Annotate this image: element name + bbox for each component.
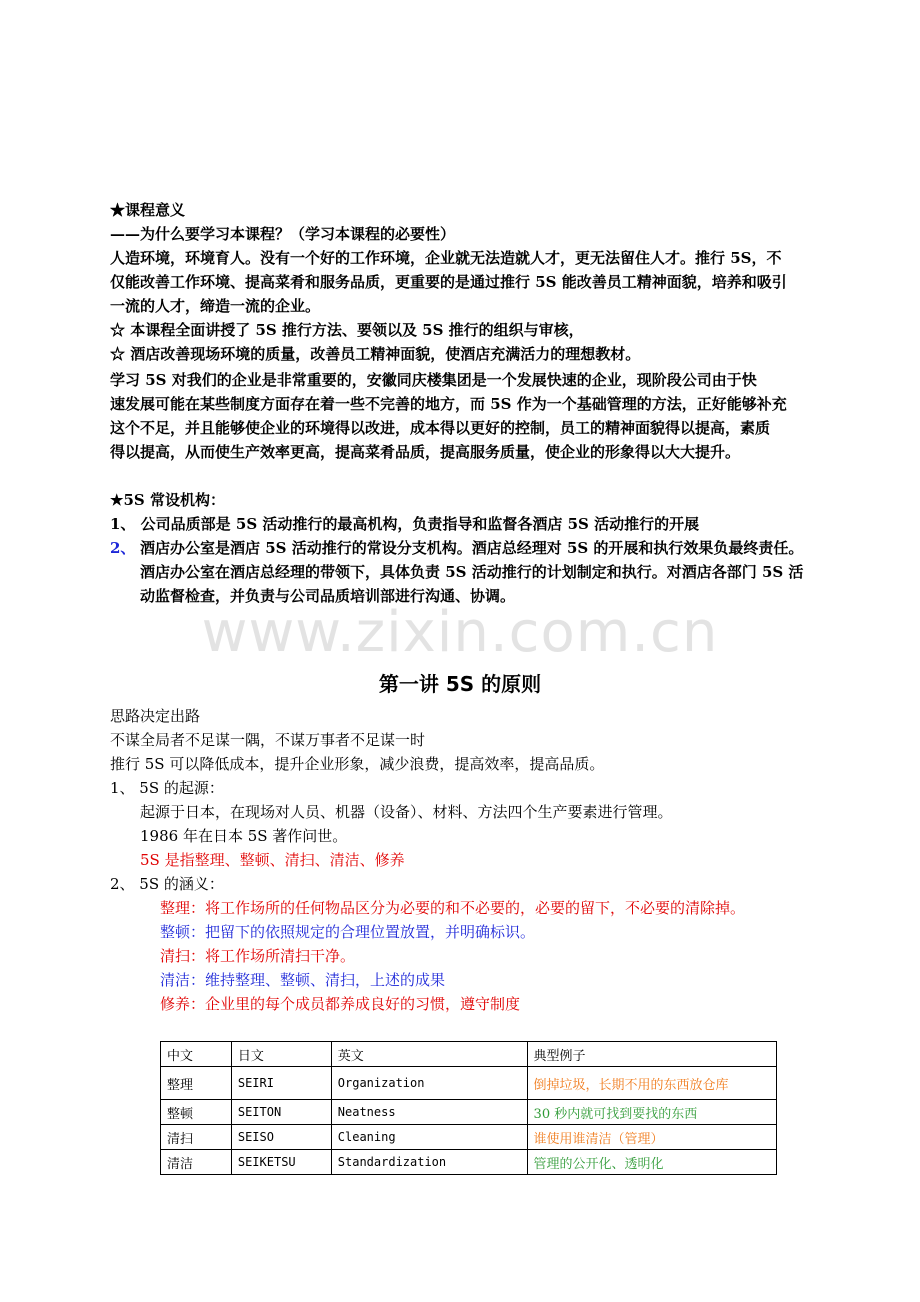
table-cell-en: Organization <box>331 1067 527 1100</box>
table-cell-en: Neatness <box>331 1100 527 1125</box>
meaning-seiri: 整理：将工作场所的任何物品区分为必要的和不必要的，必要的留下，不必要的清除掉。 <box>160 899 746 917</box>
table-cell-cn: 清洁 <box>161 1150 232 1175</box>
lecture-line: 推行 5S 可以降低成本，提升企业形象，减少浪费，提高效率，提高品质。 <box>110 755 605 773</box>
5s-table <box>160 1041 777 1175</box>
org-item-2-line: 酒店办公室在酒店总经理的带领下，具体负责 5S 活动推行的计划制定和执行。对酒店各部门 5S 活 <box>140 563 804 581</box>
lecture-line: 不谋全局者不足谋一隅，不谋万事者不足谋一时 <box>110 731 426 749</box>
table-cell-cn: 整顿 <box>161 1100 232 1125</box>
org-item-2-number: 2、 <box>110 539 136 557</box>
origin-definition: 5S 是指整理、整顿、清扫、清洁、修养 <box>140 851 405 869</box>
intro-paragraph-line: 人造环境，环境育人。没有一个好的工作环境，企业就无法造就人才，更无法留住人才。推行 5S，不 <box>110 249 782 267</box>
org-item-2-line: 动监督检查，并负责与公司品质培训部进行沟通、协调。 <box>140 587 516 605</box>
table-cell-example: 30 秒内就可找到要找的东西 <box>527 1100 776 1125</box>
org-item-1: 1、 公司品质部是 5S 活动推行的最高机构，负责指导和监督各酒店 5S 活动推行的开展 <box>110 515 700 533</box>
meaning-shitsuke: 修养：企业里的每个成员都养成良好的习惯，遵守制度 <box>160 995 521 1013</box>
learning-paragraph-line: 学习 5S 对我们的企业是非常重要的，安徽同庆楼集团是一个发展快速的企业，现阶段公司由于快 <box>110 371 757 389</box>
table-header-cell: 英文 <box>331 1042 527 1067</box>
table-row <box>161 1150 777 1175</box>
table-header-cell: 典型例子 <box>527 1042 776 1067</box>
meaning-seiso: 清扫：将工作场所清扫干净。 <box>160 947 356 965</box>
origin-heading: 1、 5S 的起源： <box>110 779 224 797</box>
table-header-row <box>161 1042 777 1067</box>
table-cell-jp: SEISO <box>231 1125 331 1150</box>
table-header-cell: 日文 <box>231 1042 331 1067</box>
table-cell-example: 管理的公开化、透明化 <box>527 1150 776 1175</box>
course-significance-heading: ★课程意义 <box>110 201 186 219</box>
table-cell-cn: 清扫 <box>161 1125 232 1150</box>
table-cell-example: 谁使用谁清洁（管理） <box>527 1125 776 1150</box>
intro-paragraph-line: 仅能改善工作环境、提高菜肴和服务品质，更重要的是通过推行 5S 能改善员工精神面貌，培养和吸引 <box>110 273 787 291</box>
meaning-seiton: 整顿：把留下的依照规定的合理位置放置，并明确标识。 <box>160 923 536 941</box>
table-cell-cn: 整理 <box>161 1067 232 1100</box>
lecture-title: 第一讲 5S 的原则 <box>378 672 542 696</box>
origin-line: 起源于日本，在现场对人员、机器（设备）、材料、方法四个生产要素进行管理。 <box>140 803 673 821</box>
learning-paragraph-line: 得以提高，从而使生产效率更高，提高菜肴品质，提高服务质量，使企业的形象得以大大提升。 <box>110 443 741 461</box>
org-item-2-line: 酒店办公室是酒店 5S 活动推行的常设分支机构。酒店总经理对 5S 的开展和执行效果负最终责任。 <box>140 539 804 557</box>
table-cell-jp: SEIKETSU <box>231 1150 331 1175</box>
learning-paragraph-line: 这个不足，并且能够使企业的环境得以改进，成本得以更好的控制，员工的精神面貌得以提高，素质 <box>110 419 771 437</box>
table-row <box>161 1100 777 1125</box>
table-header-cell: 中文 <box>161 1042 232 1067</box>
table-cell-jp: SEIRI <box>231 1067 331 1100</box>
table-row <box>161 1125 777 1150</box>
meaning-seiketsu: 清洁：维持整理、整顿、清扫，上述的成果 <box>160 971 446 989</box>
table-cell-en: Cleaning <box>331 1125 527 1150</box>
watermark: www.zixin.com.cn <box>201 600 719 665</box>
table-cell-jp: SEITON <box>231 1100 331 1125</box>
lecture-line: 思路决定出路 <box>110 707 201 725</box>
course-significance-subheading: ——为什么要学习本课程？（学习本课程的必要性） <box>110 225 456 243</box>
origin-line: 1986 年在日本 5S 著作问世。 <box>140 827 348 845</box>
bullet-item: ☆ 酒店改善现场环境的质量，改善员工精神面貌，使酒店充满活力的理想教材。 <box>110 345 641 363</box>
table-cell-example: 倒掉垃圾，长期不用的东西放仓库 <box>527 1067 776 1100</box>
org-heading: ★5S 常设机构： <box>110 491 225 509</box>
table-cell-en: Standardization <box>331 1150 527 1175</box>
intro-paragraph-line: 一流的人才，缔造一流的企业。 <box>110 297 321 315</box>
meaning-heading: 2、 5S 的涵义： <box>110 875 224 893</box>
bullet-item: ☆ 本课程全面讲授了 5S 推行方法、要领以及 5S 推行的组织与审核， <box>110 321 584 339</box>
learning-paragraph-line: 速发展可能在某些制度方面存在着一些不完善的地方，而 5S 作为一个基础管理的方法，正好能够补充 <box>110 395 787 413</box>
table-row <box>161 1067 777 1100</box>
